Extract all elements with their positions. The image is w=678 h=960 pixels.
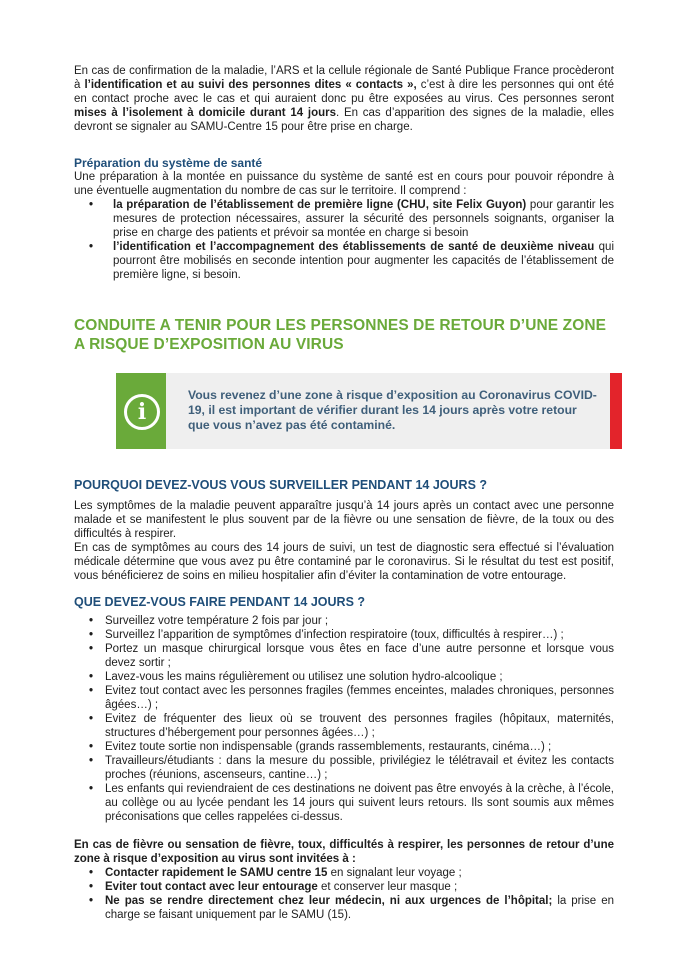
list-item <box>89 240 614 282</box>
bullet: • <box>89 671 94 683</box>
bullet: • <box>89 685 94 697</box>
bullet: • <box>89 755 94 767</box>
info-box-text: Vous revenez d’une zone à risque d’exposition au Coronavirus COVID-19, il est important de vérifier durant les 14 jours après votre retour que vous n’avez pas été contaminé. <box>188 388 597 432</box>
intro-text-b: l’identification et au suivi des personnes dites « contacts », <box>84 79 417 91</box>
list-item-bold: Ne pas se rendre directement chez leur médecin, ni aux urgences de l’hôpital; <box>105 895 553 907</box>
prep-text: Une préparation à la montée en puissance du système de santé est en cours pour pouvoir répondre à une éventuelle augmentation du nombre de cas sur le territoire. Il comprend : <box>74 171 614 197</box>
list-item-text: Lavez-vous les mains régulièrement ou utilisez une solution hydro-alcoolique ; <box>105 671 503 683</box>
fever-intro-text: En cas de fièvre ou sensation de fièvre, toux, difficultés à respirer, les personnes de retour d’une zone à risque d’exposition au virus sont invitées à : <box>74 839 614 865</box>
list-item-text: qui pourront être mobilisés en seconde intention pour augmenter les capacités de l’établissement de première ligne, si besoin. <box>113 241 614 281</box>
list-item <box>89 642 614 670</box>
list-item <box>89 866 614 880</box>
fever-intro <box>74 838 614 866</box>
list-item <box>89 198 615 240</box>
intro-text-e: . En cas d’apparition des signes de la maladie, elles devront se signaler au SAMU-Centre 15 pour être prise en charge. <box>74 107 614 133</box>
bullet: • <box>89 783 94 795</box>
list-item <box>89 712 614 740</box>
list-item-text: Portez un masque chirurgical lorsque vous êtes en face d’une autre personne et lorsque vous devez sortir ; <box>105 643 614 669</box>
fever-list <box>74 866 614 922</box>
list-item-text: pour garantir les mesures de protection nécessaires, assurer la sécurité des personnels soignants, organiser la prise en charge des patients et prévoir sa montée en charge si besoin <box>113 199 615 239</box>
bullet: • <box>89 643 94 655</box>
why-paragraph-2: En cas de symptômes au cours des 14 jours de suivi, un test de diagnostic sera effectué si l’évaluation médicale détermine que vous avez pu être contaminé par le coronavirus. Si le résultat du test est positif, vous bénéficierez de soins en milieu hospitalier afin d’éviter la contamination de votre entourage. <box>74 542 614 582</box>
bullet: • <box>89 741 94 753</box>
intro-text-a: En cas de confirmation de la maladie, l’ARS et la cellule régionale de Santé Publique France procèderont à <box>74 65 614 91</box>
document-page <box>74 64 614 922</box>
bullet: • <box>89 241 94 253</box>
why-title: POURQUOI DEVEZ-VOUS VOUS SURVEILLER PENDANT 14 JOURS ? <box>74 478 488 492</box>
list-item <box>89 754 614 782</box>
info-icon: i <box>124 394 160 430</box>
intro-text-d: mises à l’isolement à domicile durant 14 jours <box>74 107 337 119</box>
info-box-red-bar <box>610 373 622 449</box>
list-item-text: la prise en charge se faisant uniquement par le SAMU (15). <box>105 895 614 921</box>
list-item-text: Evitez toute sortie non indispensable (grands rassemblements, restaurants, cinéma…) ; <box>105 741 552 753</box>
list-item <box>89 628 614 642</box>
what-title: QUE DEVEZ-VOUS FAIRE PENDANT 14 JOURS ? <box>74 595 366 609</box>
bullet: • <box>89 615 94 627</box>
prep-title: Préparation du système de santé <box>74 156 263 170</box>
list-item <box>89 894 614 922</box>
list-item-text: et conserver leur masque ; <box>317 881 458 893</box>
info-box-accent <box>116 373 166 449</box>
list-item-text: Les enfants qui reviendraient de ces destinations ne doivent pas être envoyés à la crèche, à l’école, au collège ou au lycée pendant les 14 jours qui suivent leurs retours. Ils sont soumis aux mêmes préconisations que celles rappelées ci-dessus. <box>105 783 614 823</box>
list-item-bold: la préparation de l’établissement de première ligne (CHU, site Felix Guyon) <box>113 199 527 211</box>
list-item <box>89 614 614 628</box>
list-item-text: Surveillez votre température 2 fois par jour ; <box>105 615 329 627</box>
intro-text-c: c’est à dire les personnes qui ont été en contact proche avec le cas et qui auraient donc pu être exposées au virus. Ces personnes seront <box>74 79 614 105</box>
prep-list <box>86 198 614 282</box>
why-paragraph-1: Les symptômes de la maladie peuvent apparaître jusqu’à 14 jours après un contact avec une personne malade et se manifestent le plus souvent par de la fièvre ou une sensation de fièvre, de la toux ou des difficultés à respirer. <box>74 500 614 540</box>
bullet: • <box>89 895 94 907</box>
list-item <box>89 684 614 712</box>
list-item-bold: Eviter tout contact avec leur entourage <box>105 881 318 893</box>
bullet: • <box>89 867 94 879</box>
list-item <box>89 670 614 684</box>
intro-paragraph <box>74 64 614 134</box>
what-list <box>74 614 614 824</box>
info-box <box>116 373 622 449</box>
list-item-text: Travailleurs/étudiants : dans la mesure du possible, privilégiez le télétravail et évitez les contacts proches (réunions, ascenseurs, cantine…) ; <box>105 755 614 781</box>
bullet: • <box>89 629 94 641</box>
bullet: • <box>89 713 94 725</box>
list-item-text: Evitez tout contact avec les personnes fragiles (femmes enceintes, malades chroniques, personnes âgées…) ; <box>105 685 614 711</box>
list-item <box>89 880 614 894</box>
list-item-bold: Contacter rapidement le SAMU centre 15 <box>105 867 328 879</box>
main-title: CONDUITE A TENIR POUR LES PERSONNES DE RETOUR D’UNE ZONE A RISQUE D’EXPOSITION AU VIRUS <box>74 317 607 353</box>
list-item <box>89 782 614 824</box>
list-item-bold: l’identification et l’accompagnement des établissements de santé de deuxième niveau <box>113 241 595 253</box>
bullet: • <box>89 199 94 211</box>
list-item-text: en signalant leur voyage ; <box>327 867 462 879</box>
list-item-text: Evitez de fréquenter des lieux où se trouvent des personnes fragiles (hôpitaux, maternités, structures d’hébergement pour personnes âgées…) ; <box>105 713 614 739</box>
bullet: • <box>89 881 94 893</box>
list-item-text: Surveillez l’apparition de symptômes d’infection respiratoire (toux, difficultés à respirer…) ; <box>105 629 564 641</box>
list-item <box>89 740 614 754</box>
